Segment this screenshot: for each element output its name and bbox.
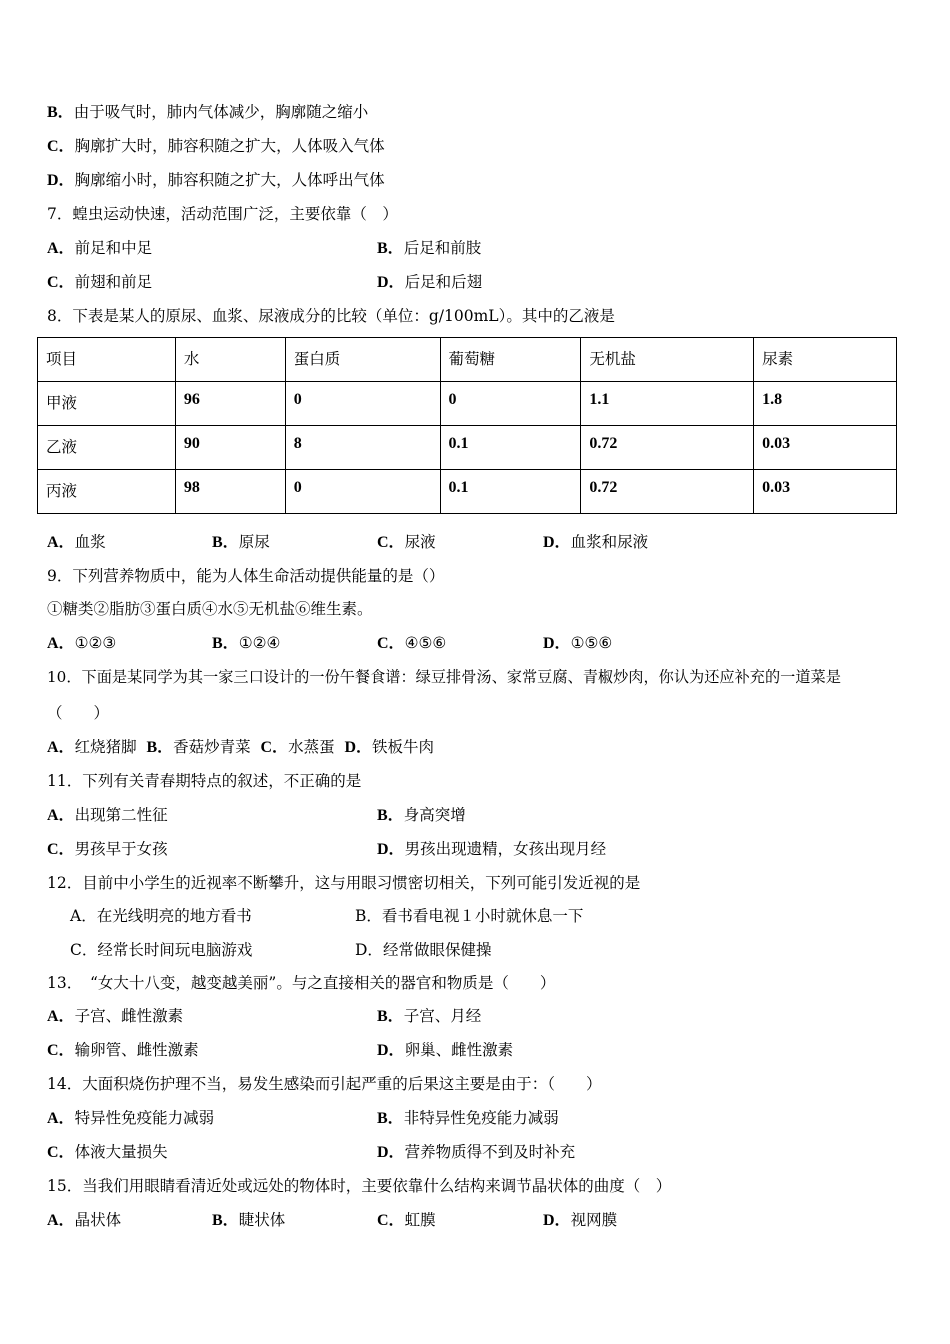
q15-stem: 15．当我们用眼睛看清近处或远处的物体时，主要依靠什么结构来调节晶状体的曲度（ ） <box>47 1177 672 1195</box>
q7-option-c: C．前翅和前足 <box>47 273 153 291</box>
q6-option-d: D．胸廓缩小时，肺容积随之扩大，人体呼出气体 <box>47 171 385 189</box>
q15-option-a: A．晶状体 <box>47 1211 122 1229</box>
q11-option-b: B．身高突增 <box>377 806 466 824</box>
q6-option-b: B．由于吸气时，肺内气体减少，胸廓随之缩小 <box>47 103 369 121</box>
q9-option-a: A．①②③ <box>47 634 117 652</box>
table-header-cell: 无机盐 <box>581 338 754 382</box>
q8-option-c: C．尿液 <box>377 533 436 551</box>
q13-option-d: D．卵巢、雌性激素 <box>377 1041 514 1059</box>
q7-option-a: A．前足和中足 <box>47 239 153 257</box>
table-header-cell: 项目 <box>38 338 176 382</box>
q14-option-c: C．体液大量损失 <box>47 1143 168 1161</box>
table-header-cell: 蛋白质 <box>285 338 440 382</box>
q12-option-a: A．在光线明亮的地方看书 <box>70 907 252 925</box>
q9-option-b: B．①②④ <box>212 634 281 652</box>
q12-option-b: B．看书看电视１小时就休息一下 <box>355 907 584 925</box>
q15-option-d: D．视网膜 <box>543 1211 618 1229</box>
q11-stem: 11．下列有关青春期特点的叙述，不正确的是 <box>47 772 362 790</box>
table-cell: 0 <box>285 382 440 426</box>
q14-option-a: A．特异性免疫能力减弱 <box>47 1109 215 1127</box>
table-cell: 0 <box>285 470 440 514</box>
table-cell: 0.1 <box>440 470 581 514</box>
q10-stem-paren: （ ） <box>47 704 110 722</box>
table-row <box>38 426 897 470</box>
table-cell: 0 <box>440 382 581 426</box>
table-cell: 0.1 <box>440 426 581 470</box>
table-header-cell: 葡萄糖 <box>440 338 581 382</box>
table-header-cell: 尿素 <box>754 338 897 382</box>
table-cell: 甲液 <box>38 382 176 426</box>
q13-option-c: C．输卵管、雌性激素 <box>47 1041 199 1059</box>
q8-table <box>37 337 897 514</box>
q12-option-c: C．经常长时间玩电脑游戏 <box>70 941 253 959</box>
q8-stem: 8．下表是某人的原尿、血浆、尿液成分的比较（单位：g/100mL）。其中的乙液是 <box>47 307 615 325</box>
table-cell: 0.03 <box>754 426 897 470</box>
table-cell: 0.03 <box>754 470 897 514</box>
table-cell: 96 <box>175 382 285 426</box>
table-header-cell: 水 <box>175 338 285 382</box>
q9-option-c: C．④⑤⑥ <box>377 634 447 652</box>
table-cell: 90 <box>175 426 285 470</box>
table-cell: 1.1 <box>581 382 754 426</box>
table-cell: 0.72 <box>581 426 754 470</box>
table-cell: 乙液 <box>38 426 176 470</box>
q10-options: A．红烧猪脚 B．香菇炒青菜 C．水蒸蛋 D．铁板牛肉 <box>47 738 435 756</box>
q9-substem: ①糖类②脂肪③蛋白质④水⑤无机盐⑥维生素。 <box>47 600 373 618</box>
q10-stem: 10．下面是某同学为其一家三口设计的一份午餐食谱：绿豆排骨汤、家常豆腐、青椒炒肉，你认为还应补充的一道菜是 <box>47 668 841 686</box>
q15-option-b: B．睫状体 <box>212 1211 286 1229</box>
q12-option-d: D．经常做眼保健操 <box>355 941 492 959</box>
q14-stem: 14．大面积烧伤护理不当，易发生感染而引起严重的后果这主要是由于：（ ） <box>47 1075 602 1093</box>
table-cell: 1.8 <box>754 382 897 426</box>
q13-stem: 13． “女大十八变，越变越美丽”。与之直接相关的器官和物质是（ ） <box>47 974 556 992</box>
table-cell: 98 <box>175 470 285 514</box>
q8-option-b: B．原尿 <box>212 533 270 551</box>
q8-option-a: A．血浆 <box>47 533 106 551</box>
q11-option-a: A．出现第二性征 <box>47 806 168 824</box>
q8-option-d: D．血浆和尿液 <box>543 533 649 551</box>
table-header-row <box>38 338 897 382</box>
q7-stem: 7．蝗虫运动快速，活动范围广泛，主要依靠（ ） <box>47 205 398 223</box>
q12-stem: 12．目前中小学生的近视率不断攀升，这与用眼习惯密切相关，下列可能引发近视的是 <box>47 874 641 892</box>
table-row <box>38 382 897 426</box>
q13-option-b: B．子宫、月经 <box>377 1007 482 1025</box>
q14-option-b: B．非特异性免疫能力减弱 <box>377 1109 559 1127</box>
table-row <box>38 470 897 514</box>
q14-option-d: D．营养物质得不到及时补充 <box>377 1143 576 1161</box>
q9-stem: 9．下列营养物质中，能为人体生命活动提供能量的是（） <box>47 567 445 585</box>
q7-option-d: D．后足和后翅 <box>377 273 483 291</box>
q9-option-d: D．①⑤⑥ <box>543 634 613 652</box>
q11-option-c: C．男孩早于女孩 <box>47 840 168 858</box>
q11-option-d: D．男孩出现遗精，女孩出现月经 <box>377 840 607 858</box>
table-cell: 0.72 <box>581 470 754 514</box>
q15-option-c: C．虹膜 <box>377 1211 436 1229</box>
q13-option-a: A．子宫、雌性激素 <box>47 1007 184 1025</box>
table-cell: 8 <box>285 426 440 470</box>
table-cell: 丙液 <box>38 470 176 514</box>
q7-option-b: B．后足和前肢 <box>377 239 482 257</box>
q6-option-c: C．胸廓扩大时，肺容积随之扩大，人体吸入气体 <box>47 137 385 155</box>
